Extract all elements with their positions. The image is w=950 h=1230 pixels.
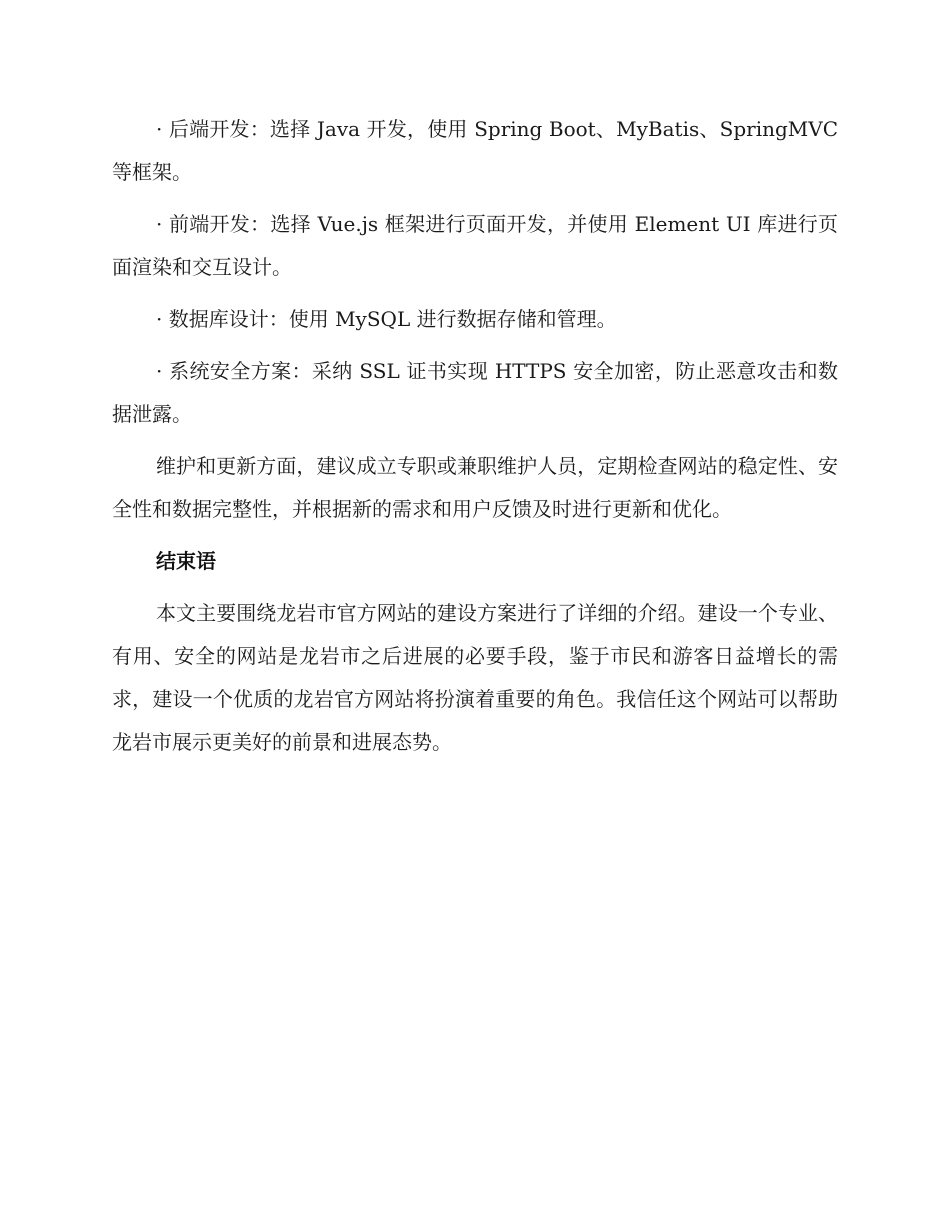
conclusion-paragraph: 本文主要围绕龙岩市官方网站的建设方案进行了详细的介绍。建设一个专业、有用、安全的网站是龙岩市之后进展的必要手段，鉴于市民和游客日益增长的需求，建设一个优质的龙岩官方网站将扮演着重要的角色。我信任这个网站可以帮助龙岩市展示更美好的前景和进展态势。 xyxy=(112,601,838,754)
bullet-database: · 数据库设计：使用 MySQL 进行数据存储和管理。 xyxy=(156,307,617,331)
maintenance-paragraph: 维护和更新方面，建议成立专职或兼职维护人员，定期检查网站的稳定性、安全性和数据完整性，并根据新的需求和用户反馈及时进行更新和优化。 xyxy=(112,454,838,521)
bullet-backend: · 后端开发：选择 Java 开发，使用 Spring Boot、MyBatis、SpringMVC 等框架。 xyxy=(112,117,838,184)
bullet-security: · 系统安全方案：采纳 SSL 证书实现 HTTPS 安全加密，防止恶意攻击和数据泄露。 xyxy=(112,359,838,426)
document-page xyxy=(112,108,838,773)
bullet-frontend: · 前端开发：选择 Vue.js 框架进行页面开发，并使用 Element UI 库进行页面渲染和交互设计。 xyxy=(112,212,838,279)
conclusion-heading: 结束语 xyxy=(156,549,216,573)
